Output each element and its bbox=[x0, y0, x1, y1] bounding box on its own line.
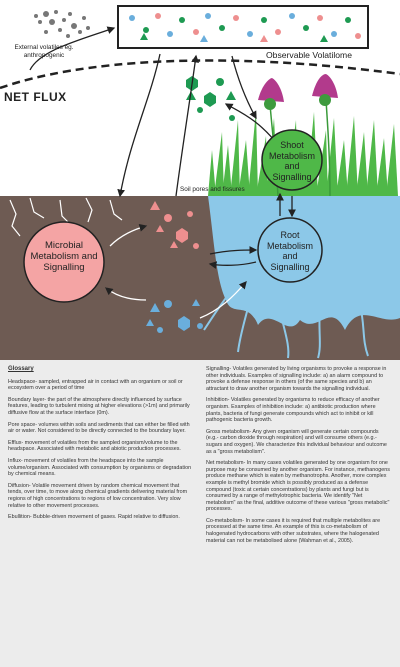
glossary-left-column bbox=[8, 366, 194, 526]
microbial-metabolism-label: Microbial Metabolism and Signalling bbox=[30, 240, 98, 273]
volatilome-box bbox=[118, 6, 368, 48]
glossary-panel bbox=[0, 360, 400, 667]
glossary-entry: Co-metabolism- In some cases it is required that multiple metabolites are processed at the same time. An example of this is co-metabolism of halogenated hydrocarbons with other substrates, where the halogenated material can not be metabolised alone (Wahman et al., 2005). bbox=[206, 517, 381, 544]
glossary-entry: Efflux- movement of volatiles from the sampled organism/volume to the headspace. Associated with metabolic and abiotic production processes. bbox=[8, 439, 181, 453]
glossary-entry: Net metabolism- In many cases volatiles generated by one organism for one purpose may be consumed by another organism. For instance, methanogens produce methane which is eaten by methanotrophs. Another, more complex example is methyl bromide which is possibly produced as a defense compound (toxic at certain concentrations) by plants and fungi but is consumed by a range of methylotrophic bacteria. We identify "Net metabolism" as the final, additive outcome of these various "gross metabolic" processes. bbox=[206, 460, 390, 513]
boundary-layer-line bbox=[0, 60, 400, 88]
shoot-metabolism-label: Shoot Metabolism and Signalling bbox=[268, 140, 315, 182]
shoot-volatiles bbox=[186, 76, 236, 121]
thistle-flowers bbox=[258, 74, 338, 110]
glossary-entry: Diffusion- Volatile movement driven by random chemical movement that tends, over time, to move along chemical gradients delivering material from regions of high concentrations to regions of low concentration. Very slow relative to other movement processes. bbox=[8, 482, 188, 509]
observable-volatilome-label: Observable Volatilome bbox=[266, 50, 352, 60]
soil-pores-label: Soil pores and fissures bbox=[180, 186, 245, 193]
net-flux-label: NET FLUX bbox=[4, 90, 67, 104]
glossary-entry: Ebullition- Bubble-driven movement of gases. Rapid relative to diffusion. bbox=[8, 514, 180, 521]
glossary-entry: Pore space- volumes within soils and sediments that can either be filled with air or water. Not considered to be directly connected to the boundary layer. bbox=[8, 421, 190, 435]
glossary-entry: Signalling- Volatiles generated by living organisms to provoke a response in other individuals. Examples of signalling include: a) an alarm compound to provoke a defense response in others (of the same species and b) an attractant to draw another organism towards the signalling individual. bbox=[206, 366, 387, 392]
root-metabolism-label: Root Metabolism and Signalling bbox=[266, 230, 313, 272]
glossary-right-column bbox=[206, 366, 392, 549]
external-volatiles-cluster bbox=[34, 10, 90, 38]
glossary-entry: Inhibition- Volatiles generated by organisms to reduce efficacy of another organism. Examples of inhibition include: a) antibiotic production where plants, bacteria of fungi generate compounds which act to inhibit or kill pathogenic bacteria growth. bbox=[206, 397, 380, 424]
external-volatiles-label: External volatiles eg. anthropogenic bbox=[14, 44, 74, 59]
glossary-title: Glossary bbox=[8, 366, 34, 372]
glossary-entry: Headspace- sampled, entrapped air in contact with an organism or soil or ecosystem over a period of time bbox=[8, 378, 183, 392]
glossary-entry: Gross metabolism- Any given organism will generate certain compounds (e.g.- carbon dioxide through respiration) and will consume others (e.g.- sugars and oxygen). We characterize this individual behaviour and outcome as a "gross metabolism". bbox=[206, 428, 387, 455]
glossary-entry: Influx- movement of volatiles from the headspace into the sample volume/organism. Associated with consumption by organisms or degradation by chemical means. bbox=[8, 457, 192, 478]
glossary-entry: Boundary layer- the part of the atmosphere directly influenced by surface features, leading to turbulent mixing at higher elevations (>1m) and primarily diffusive flow at the surface interface (0m). bbox=[8, 396, 190, 416]
